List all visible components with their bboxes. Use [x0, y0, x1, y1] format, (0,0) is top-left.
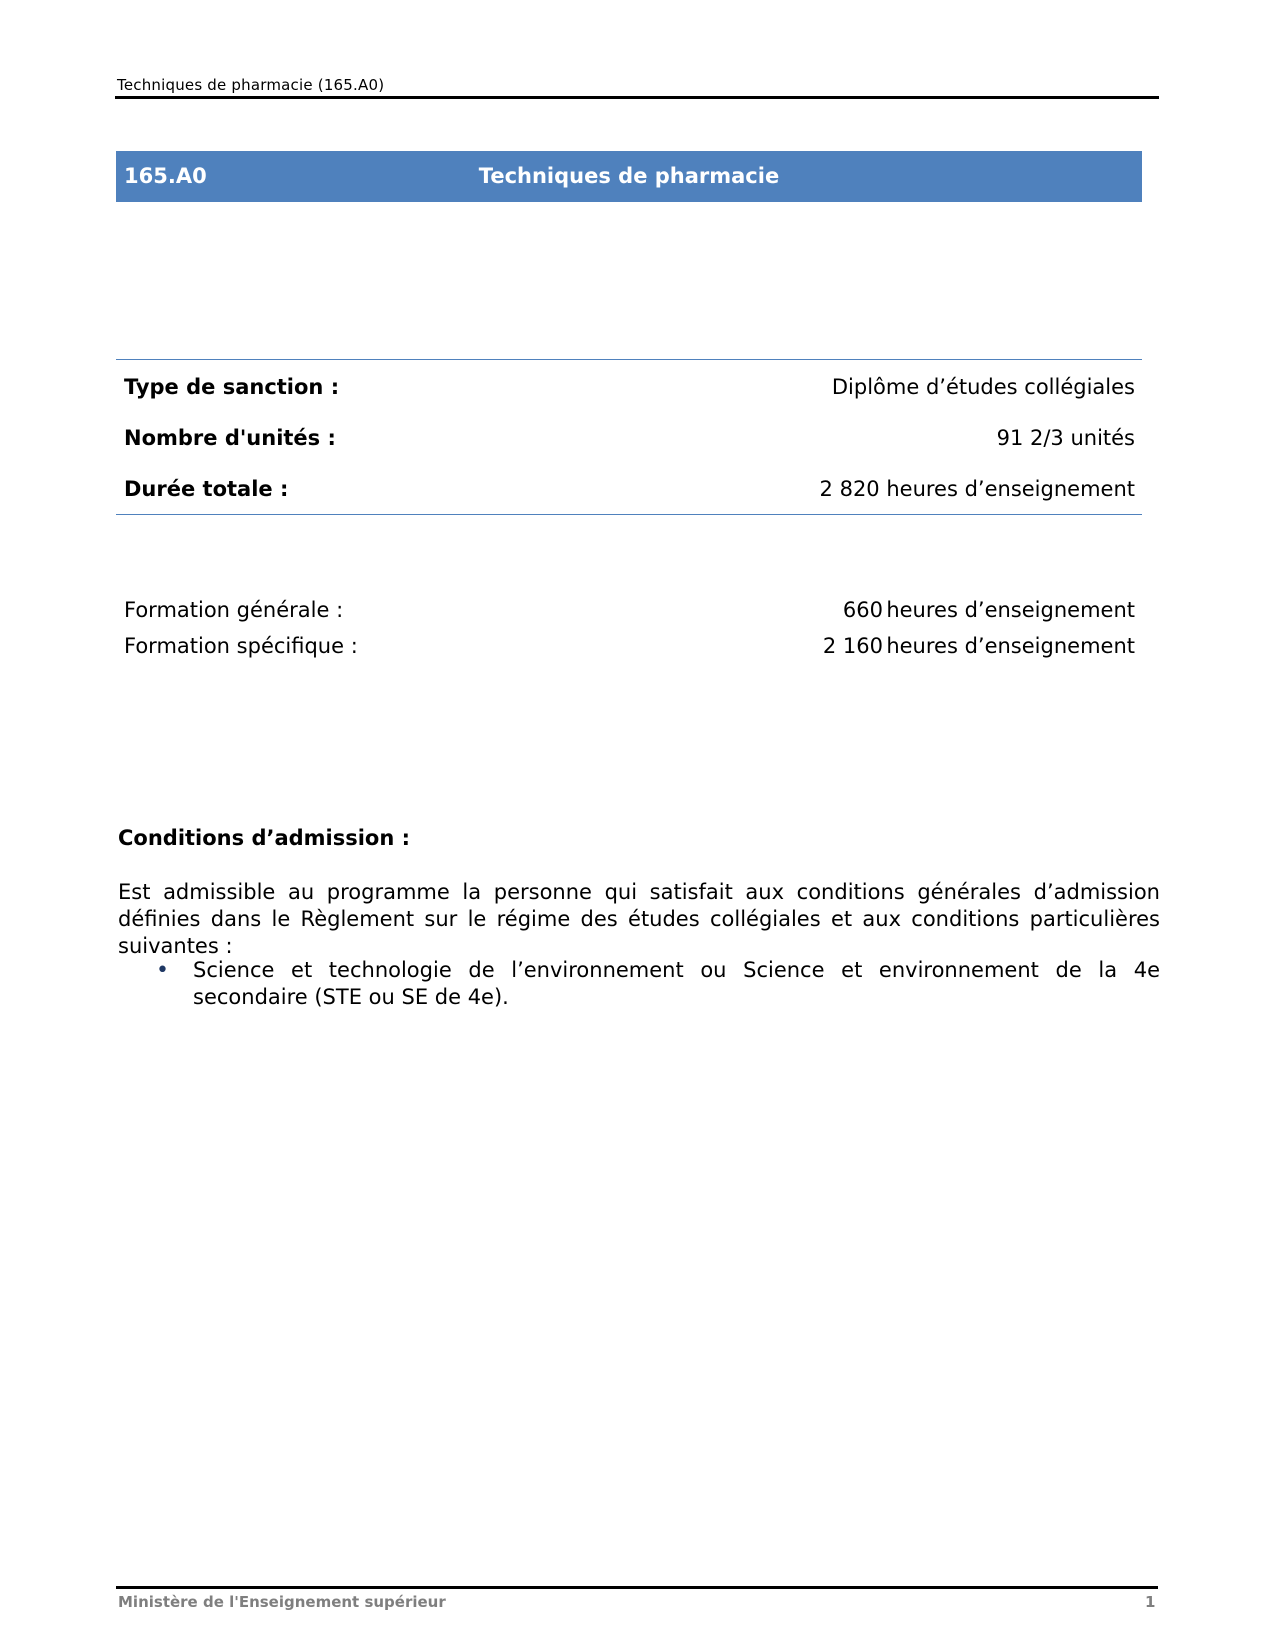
page-header-text: Techniques de pharmacie (165.A0)	[117, 76, 385, 94]
breakdown-label: Formation générale :	[124, 598, 344, 622]
breakdown-hours: 2 160	[822, 634, 883, 658]
info-row-sanction	[116, 375, 1135, 405]
breakdown-row-general	[116, 598, 1135, 628]
footer-rule	[116, 1586, 1158, 1589]
admission-paragraph: Est admissible au programme la personne qui satisfait aux conditions générales d’admission définies dans le Règlement sur le régime des études collégiales et aux conditions particulières suivantes :	[118, 880, 1160, 958]
admission-heading: Conditions d’admission :	[118, 826, 411, 850]
bullet-icon: •	[156, 958, 169, 983]
info-label: Nombre d'unités :	[124, 426, 336, 450]
info-value: 91 2/3 unités	[996, 426, 1135, 450]
admission-bullet-list	[118, 957, 1160, 1011]
breakdown-unit: heures d’enseignement	[886, 598, 1135, 622]
breakdown-unit: heures d’enseignement	[886, 634, 1135, 658]
page-header-rule	[115, 96, 1159, 99]
footer-ministry: Ministère de l'Enseignement supérieur	[118, 1593, 446, 1611]
list-item	[118, 957, 1160, 1011]
info-table-top-rule	[116, 359, 1142, 360]
bullet-text: Science et technologie de l’environnement ou Science et environnement de la 4e secondaire (STE ou SE de 4e).	[193, 958, 1160, 1009]
program-code: 165.A0	[124, 164, 207, 188]
info-value: Diplôme d’études collégiales	[831, 375, 1135, 399]
program-title-bar	[116, 151, 1142, 202]
breakdown-row-specific	[116, 634, 1135, 664]
info-label: Type de sanction :	[124, 375, 340, 399]
info-value: 2 820 heures d’enseignement	[819, 477, 1135, 501]
info-row-duration	[116, 477, 1135, 507]
program-name: Techniques de pharmacie	[478, 164, 780, 188]
info-row-units	[116, 426, 1135, 456]
breakdown-hours: 660	[842, 598, 883, 622]
info-table-bottom-rule	[116, 514, 1142, 515]
breakdown-label: Formation spécifique :	[124, 634, 358, 658]
info-label: Durée totale :	[124, 477, 289, 501]
footer-page-number: 1	[1145, 1593, 1156, 1611]
